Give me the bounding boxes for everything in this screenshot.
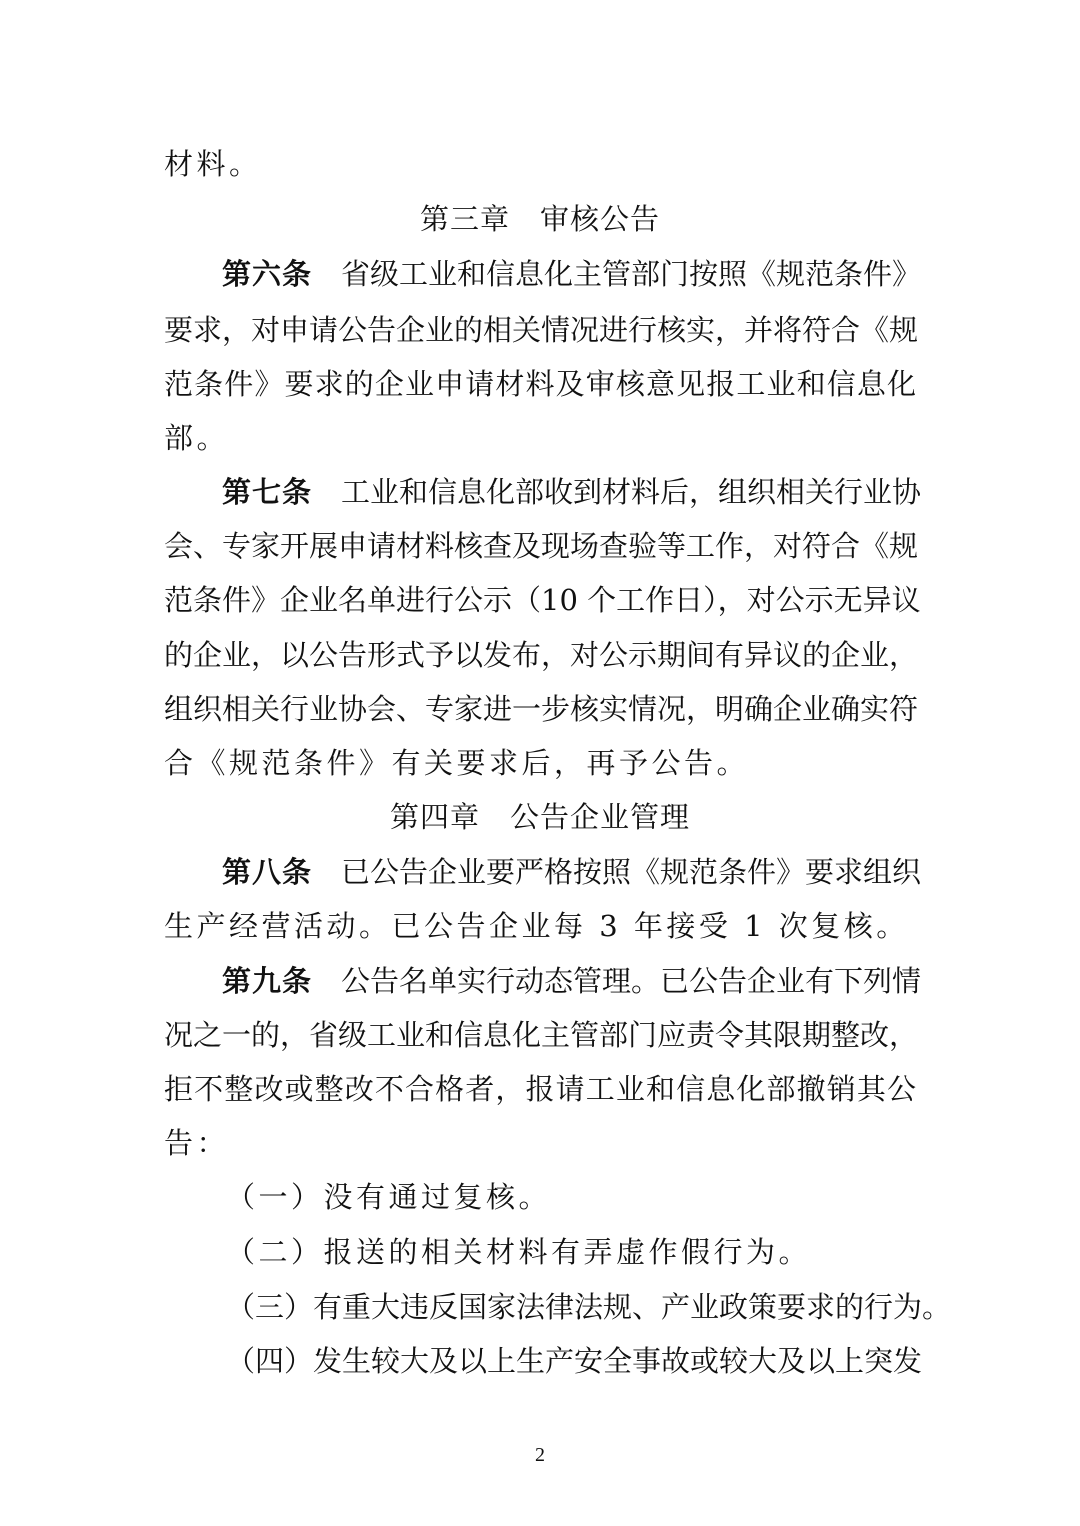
article-6-label: 第六条 bbox=[222, 257, 313, 291]
list-item: （二）报送的相关材料有弄虚作假行为。 bbox=[226, 1235, 812, 1269]
article-9-line-1 bbox=[222, 961, 922, 1001]
list-item: （三）有重大违反国家法律法规、产业政策要求的行为。 bbox=[226, 1290, 952, 1324]
article-8-line-1 bbox=[222, 852, 922, 892]
article-7-line-1 bbox=[222, 472, 922, 512]
text-line: 拒不整改或整改不合格者，报请工业和信息化部撤销其公 bbox=[164, 1072, 916, 1106]
article-8-text: 已公告企业要严格按照《规范条件》要求组织 bbox=[341, 855, 922, 889]
article-8-label: 第八条 bbox=[222, 855, 313, 889]
text-line: 合《规范条件》有关要求后，再予公告。 bbox=[164, 746, 750, 780]
article-7-text: 工业和信息化部收到材料后，组织相关行业协 bbox=[341, 475, 922, 509]
page-number: 2 bbox=[535, 1444, 545, 1466]
article-7-label: 第七条 bbox=[222, 475, 313, 509]
text-line: 部。 bbox=[164, 421, 230, 455]
text-line: 材料。 bbox=[164, 147, 262, 181]
text-line: 况之一的，省级工业和信息化主管部门应责令其限期整改， bbox=[164, 1018, 919, 1052]
text-line: 组织相关行业协会、专家进一步核实情况，明确企业确实符 bbox=[164, 692, 919, 726]
article-9-label: 第九条 bbox=[222, 964, 313, 998]
list-item: （一）没有通过复核。 bbox=[226, 1180, 552, 1214]
text-line: 要求，对申请公告企业的相关情况进行核实，并将符合《规 bbox=[164, 313, 919, 347]
text-line: 范条件》企业名单进行公示（10 个工作日），对公示无异议 bbox=[164, 583, 921, 617]
chapter-4-heading: 第四章 公告企业管理 bbox=[389, 800, 690, 834]
text-line: 告： bbox=[164, 1126, 230, 1160]
article-6-line-1 bbox=[222, 254, 922, 294]
article-6-text: 省级工业和信息化主管部门按照《规范条件》 bbox=[341, 257, 922, 291]
text-line: 范条件》要求的企业申请材料及审核意见报工业和信息化 bbox=[164, 367, 916, 401]
text-line: 会、专家开展申请材料核查及现场查验等工作，对符合《规 bbox=[164, 529, 919, 563]
list-item: （四）发生较大及以上生产安全事故或较大及以上突发 bbox=[226, 1344, 923, 1378]
chapter-3-heading: 第三章 审核公告 bbox=[419, 202, 660, 236]
text-line: 生产经营活动。已公告企业每 3 年接受 1 次复核。 bbox=[164, 909, 909, 943]
text-line: 的企业，以公告形式予以发布，对公示期间有异议的企业， bbox=[164, 638, 919, 672]
article-9-text: 公告名单实行动态管理。已公告企业有下列情 bbox=[341, 964, 922, 998]
